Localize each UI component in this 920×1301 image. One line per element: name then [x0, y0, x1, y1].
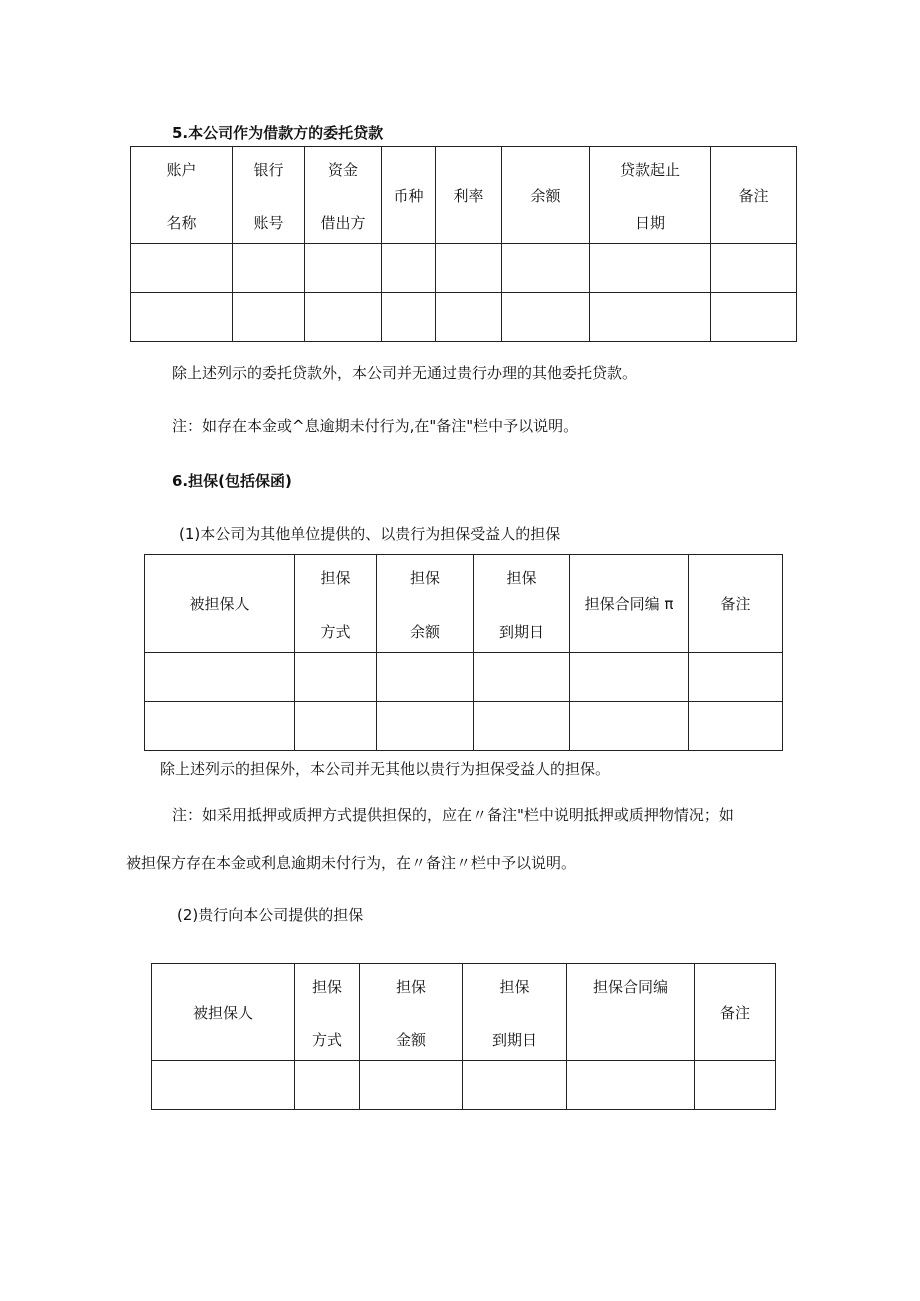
header-guarantee-balance: 担保 余额: [377, 555, 474, 653]
header-remarks: 备注: [689, 555, 783, 653]
header-guarantee-due-date: 担保 到期日: [463, 964, 567, 1061]
table-row: [152, 1061, 776, 1110]
header-account-name: 账户 名称: [131, 147, 233, 244]
header-guaranteed-party: 被担保人: [152, 964, 295, 1061]
section6-heading: 6.担保(包括保函): [172, 472, 292, 490]
table-row: [145, 702, 783, 751]
section6-sub1-note-line2: 被担保方存在本金或利息逾期未付行为，在〃备注〃栏中予以说明。: [126, 854, 577, 872]
section5-heading: 5.本公司作为借款方的委托贷款: [172, 124, 384, 142]
section6-sub1-note-line1: 注：如采用抵押或质押方式提供担保的，应在〃备注"栏中说明抵押或质押物情况；如: [172, 806, 734, 824]
header-remarks: 备注: [711, 147, 797, 244]
header-guaranteed-party: 被担保人: [145, 555, 295, 653]
header-bank-account: 银行 账号: [233, 147, 305, 244]
section6-sub1-title: (1)本公司为其他单位提供的、以贵行为担保受益人的担保: [179, 525, 561, 543]
header-guarantee-contract-no: 担保合同编: [567, 964, 695, 1061]
table-row: [131, 293, 797, 342]
header-remarks: 备注: [695, 964, 776, 1061]
section6-sub2-title: (2)贵行向本公司提供的担保: [177, 906, 364, 924]
header-guarantee-method: 担保 方式: [295, 555, 377, 653]
section5-note: 注：如存在本金或^息逾期未付行为,在"备注"栏中予以说明。: [172, 417, 579, 435]
header-balance: 余额: [502, 147, 590, 244]
header-currency: 币种: [382, 147, 436, 244]
header-loan-period: 贷款起止 日期: [590, 147, 711, 244]
guarantee-received-table: [151, 963, 776, 1110]
entrusted-loan-table: [130, 146, 797, 342]
section5-statement: 除上述列示的委托贷款外，本公司并无通过贵行办理的其他委托贷款。: [172, 364, 638, 382]
header-guarantee-method: 担保 方式: [295, 964, 360, 1061]
header-guarantee-contract-no: 担保合同编 π: [570, 555, 689, 653]
header-interest-rate: 利率: [436, 147, 502, 244]
section6-sub1-statement: 除上述列示的担保外，本公司并无其他以贵行为担保受益人的担保。: [160, 760, 611, 778]
table-row: [145, 653, 783, 702]
guarantee-provided-table: [144, 554, 783, 751]
table-row: [131, 244, 797, 293]
header-guarantee-amount: 担保 金额: [360, 964, 463, 1061]
header-guarantee-due-date: 担保 到期日: [474, 555, 570, 653]
header-fund-lender: 资金 借出方: [305, 147, 382, 244]
